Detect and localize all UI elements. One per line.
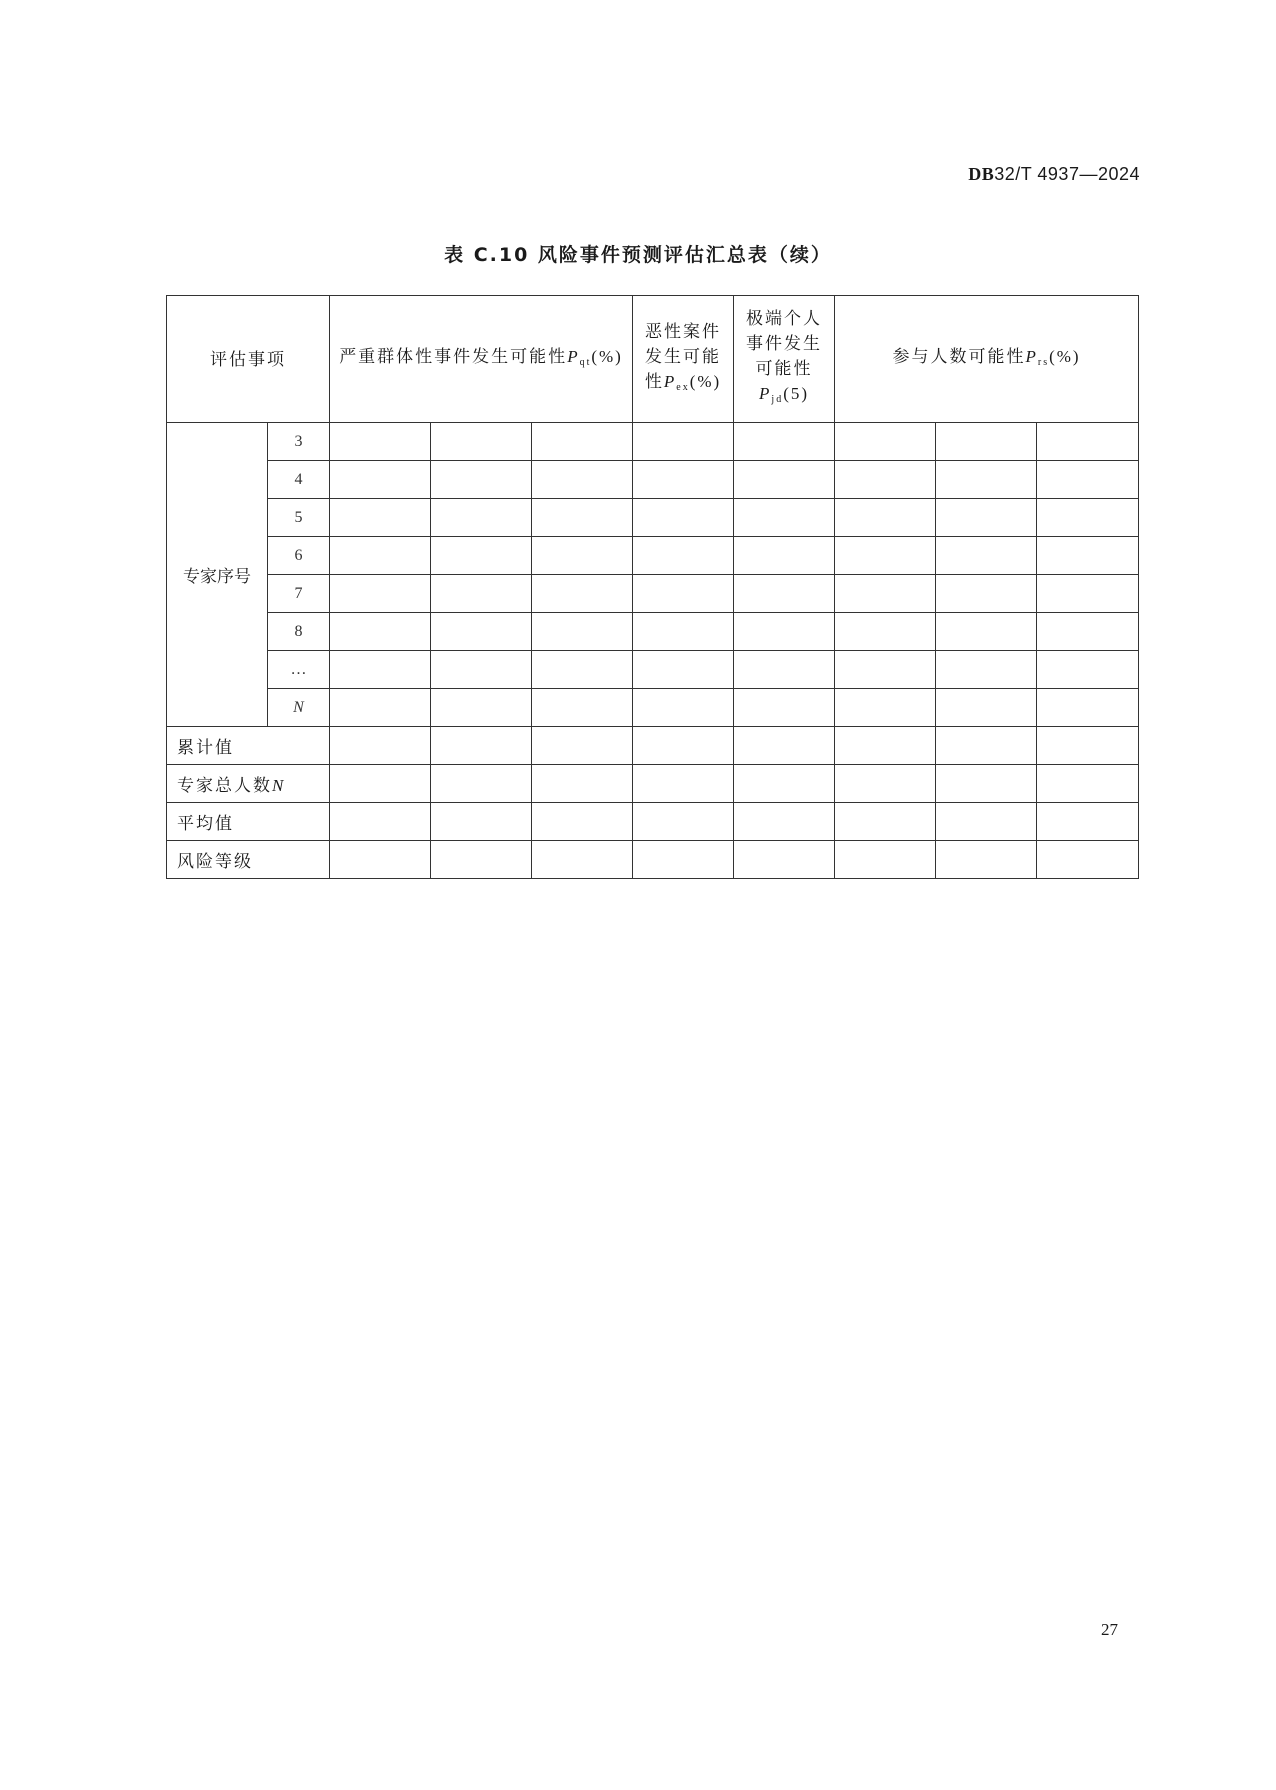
variable-p: P bbox=[759, 384, 772, 403]
variable-subscript: rs bbox=[1037, 356, 1050, 368]
data-cell bbox=[431, 841, 532, 879]
table-title: 表 C.10 风险事件预测评估汇总表（续） bbox=[444, 244, 832, 266]
header-serious-group-text: 严重群体性事件发生可能性 bbox=[339, 346, 568, 366]
data-cell bbox=[936, 803, 1037, 841]
risk-summary-table bbox=[166, 295, 1139, 879]
header-extreme-line2: 事件发生 bbox=[746, 334, 823, 353]
expert-index-cell: … bbox=[268, 651, 330, 689]
header-malicious-line2: 发生可能 bbox=[645, 346, 722, 366]
row-label-cumulative: 累计值 bbox=[167, 727, 330, 765]
data-cell bbox=[1037, 499, 1139, 537]
variable-p: P bbox=[663, 371, 677, 391]
variable-subscript: jd bbox=[771, 394, 784, 405]
unit-label: (%) bbox=[1049, 346, 1081, 366]
data-cell bbox=[1037, 727, 1139, 765]
data-cell bbox=[734, 765, 835, 803]
data-cell bbox=[1037, 613, 1139, 651]
expert-index-cell: 5 bbox=[268, 499, 330, 537]
table-row bbox=[167, 613, 1139, 651]
data-cell bbox=[1037, 423, 1139, 461]
data-cell bbox=[835, 803, 936, 841]
data-cell bbox=[734, 727, 835, 765]
data-cell bbox=[734, 461, 835, 499]
data-cell bbox=[734, 803, 835, 841]
data-cell bbox=[936, 689, 1037, 727]
data-cell bbox=[330, 727, 431, 765]
data-cell bbox=[532, 651, 633, 689]
header-extreme-line3: 可能性 bbox=[755, 359, 813, 378]
variable-p: P bbox=[567, 346, 580, 366]
data-cell bbox=[431, 423, 532, 461]
data-cell bbox=[734, 689, 835, 727]
data-cell bbox=[633, 423, 734, 461]
data-cell bbox=[835, 651, 936, 689]
data-cell bbox=[330, 613, 431, 651]
data-cell bbox=[330, 689, 431, 727]
data-cell bbox=[936, 841, 1037, 879]
data-cell bbox=[936, 461, 1037, 499]
expert-index-cell: 7 bbox=[268, 575, 330, 613]
data-cell bbox=[532, 461, 633, 499]
data-cell bbox=[936, 651, 1037, 689]
data-cell bbox=[835, 499, 936, 537]
table-row bbox=[167, 499, 1139, 537]
table-row bbox=[167, 575, 1139, 613]
unit-label: (%) bbox=[591, 346, 623, 366]
data-cell bbox=[431, 651, 532, 689]
data-cell bbox=[532, 689, 633, 727]
data-cell bbox=[330, 841, 431, 879]
data-cell bbox=[835, 613, 936, 651]
data-cell bbox=[936, 575, 1037, 613]
expert-index-n: N bbox=[293, 698, 304, 716]
data-cell bbox=[633, 575, 734, 613]
data-cell bbox=[633, 613, 734, 651]
header-extreme-line1: 极端个人 bbox=[746, 309, 823, 328]
data-cell bbox=[431, 537, 532, 575]
data-cell bbox=[633, 689, 734, 727]
data-cell bbox=[532, 423, 633, 461]
unit-label: (%) bbox=[689, 371, 722, 391]
row-label-average: 平均值 bbox=[167, 803, 330, 841]
data-cell bbox=[734, 651, 835, 689]
data-cell bbox=[633, 499, 734, 537]
data-cell bbox=[330, 803, 431, 841]
document-code-prefix: DB bbox=[968, 164, 995, 184]
expert-index-cell bbox=[268, 689, 330, 727]
table-row bbox=[167, 537, 1139, 575]
expert-index-cell: 6 bbox=[268, 537, 330, 575]
expert-index-cell: 4 bbox=[268, 461, 330, 499]
data-cell bbox=[633, 803, 734, 841]
data-cell bbox=[835, 423, 936, 461]
data-cell bbox=[633, 461, 734, 499]
data-cell bbox=[734, 423, 835, 461]
table-row bbox=[167, 727, 1139, 765]
page-number: 27 bbox=[1101, 1620, 1118, 1639]
data-cell bbox=[936, 613, 1037, 651]
data-cell bbox=[835, 727, 936, 765]
data-cell bbox=[532, 537, 633, 575]
table-row bbox=[167, 461, 1139, 499]
data-cell bbox=[734, 575, 835, 613]
row-label-total-experts bbox=[167, 765, 330, 803]
data-cell bbox=[532, 575, 633, 613]
data-cell bbox=[734, 613, 835, 651]
data-cell bbox=[633, 765, 734, 803]
data-cell bbox=[532, 765, 633, 803]
header-malicious-line3: 性 bbox=[644, 371, 664, 391]
data-cell bbox=[431, 575, 532, 613]
header-serious-group-event bbox=[330, 296, 633, 423]
data-cell bbox=[532, 803, 633, 841]
data-cell bbox=[532, 499, 633, 537]
data-cell bbox=[633, 537, 734, 575]
data-cell bbox=[835, 765, 936, 803]
expert-number-label: 专家序号 bbox=[167, 423, 268, 727]
expert-index-cell: 8 bbox=[268, 613, 330, 651]
data-cell bbox=[532, 727, 633, 765]
table-row bbox=[167, 841, 1139, 879]
data-cell bbox=[936, 423, 1037, 461]
data-cell bbox=[1037, 461, 1139, 499]
header-participants bbox=[835, 296, 1139, 423]
data-cell bbox=[330, 537, 431, 575]
table-row bbox=[167, 423, 1139, 461]
expert-index-cell: 3 bbox=[268, 423, 330, 461]
row-label-risk-level: 风险等级 bbox=[167, 841, 330, 879]
data-cell bbox=[633, 841, 734, 879]
header-extreme-individual bbox=[734, 296, 835, 423]
unit-label: (5) bbox=[783, 384, 810, 403]
data-cell bbox=[1037, 689, 1139, 727]
data-cell bbox=[835, 461, 936, 499]
data-cell bbox=[734, 841, 835, 879]
data-cell bbox=[734, 537, 835, 575]
data-cell bbox=[330, 461, 431, 499]
total-experts-text: 专家总人数 bbox=[177, 776, 272, 795]
data-cell bbox=[532, 613, 633, 651]
table-row bbox=[167, 689, 1139, 727]
data-cell bbox=[1037, 841, 1139, 879]
header-malicious-line1: 恶性案件 bbox=[645, 321, 722, 341]
data-cell bbox=[835, 689, 936, 727]
table-row bbox=[167, 765, 1139, 803]
table-row bbox=[167, 803, 1139, 841]
data-cell bbox=[431, 727, 532, 765]
data-cell bbox=[330, 765, 431, 803]
data-cell bbox=[633, 651, 734, 689]
document-code bbox=[968, 164, 1140, 185]
total-experts-variable: N bbox=[272, 776, 286, 795]
data-cell bbox=[330, 651, 431, 689]
data-cell bbox=[835, 575, 936, 613]
data-cell bbox=[431, 461, 532, 499]
data-cell bbox=[734, 499, 835, 537]
header-malicious-case bbox=[633, 296, 734, 423]
data-cell bbox=[1037, 575, 1139, 613]
data-cell bbox=[431, 803, 532, 841]
data-cell bbox=[1037, 537, 1139, 575]
data-cell bbox=[936, 765, 1037, 803]
data-cell bbox=[431, 613, 532, 651]
data-cell bbox=[1037, 651, 1139, 689]
data-cell bbox=[532, 841, 633, 879]
variable-subscript: ex bbox=[676, 381, 690, 393]
data-cell bbox=[330, 499, 431, 537]
document-code-number: 32/T 4937—2024 bbox=[994, 164, 1140, 184]
variable-subscript: qt bbox=[579, 356, 592, 368]
header-item: 评估事项 bbox=[167, 296, 330, 423]
table-header-row bbox=[167, 296, 1139, 423]
data-cell bbox=[431, 689, 532, 727]
data-cell bbox=[936, 499, 1037, 537]
header-participants-text: 参与人数可能性 bbox=[892, 346, 1026, 366]
data-cell bbox=[1037, 765, 1139, 803]
data-cell bbox=[330, 575, 431, 613]
data-cell bbox=[633, 727, 734, 765]
data-cell bbox=[1037, 803, 1139, 841]
table-row bbox=[167, 651, 1139, 689]
data-cell bbox=[330, 423, 431, 461]
data-cell bbox=[431, 765, 532, 803]
data-cell bbox=[835, 537, 936, 575]
data-cell bbox=[431, 499, 532, 537]
data-cell bbox=[835, 841, 936, 879]
data-cell bbox=[936, 537, 1037, 575]
variable-p: P bbox=[1025, 346, 1038, 366]
data-cell bbox=[936, 727, 1037, 765]
